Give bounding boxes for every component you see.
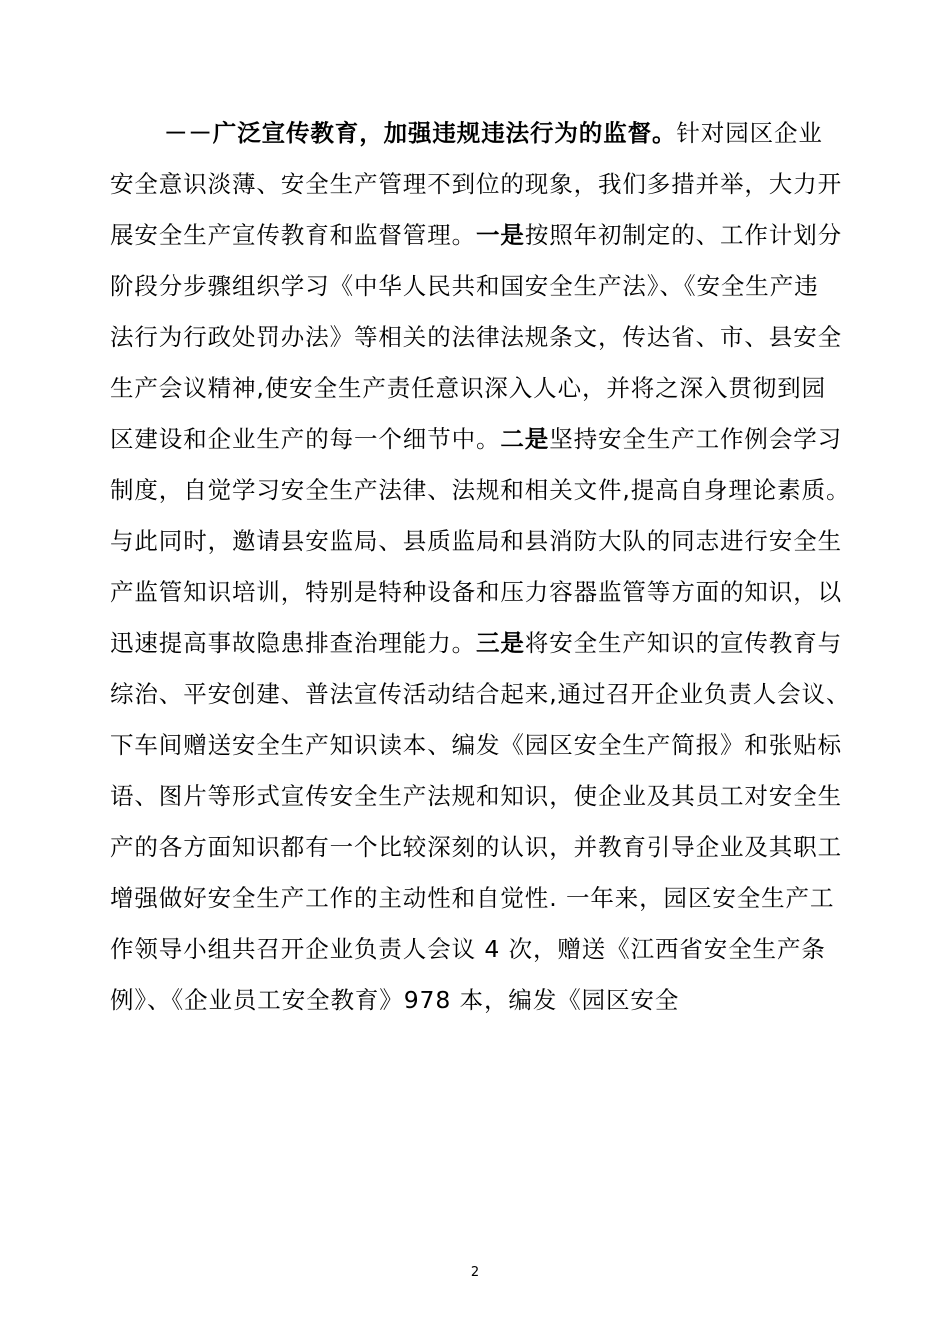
text-line xyxy=(110,159,850,210)
text-run: 作领导小组共召开企业负责人会议 4 次，赠送《江西省安全生产条 xyxy=(110,935,826,963)
text-run: 综治、平安创建、普法宣传活动结合起来,通过召开企业负责人会议、 xyxy=(110,680,851,708)
text-run: 按照年初制定的、工作计划分 xyxy=(524,221,843,249)
text-run: 阶段分步骤组织学习《中华人民共和国安全生产法》、《安全生产违 xyxy=(110,272,819,300)
text-run: 产监管知识培训，特别是特种设备和压力容器监管等方面的知识，以 xyxy=(110,578,842,606)
text-line xyxy=(110,516,850,567)
body-paragraph xyxy=(110,108,850,1026)
text-run: 安全意识淡薄、安全生产管理不到位的现象，我们多措并举，大力开 xyxy=(110,170,842,198)
text-line xyxy=(110,108,850,159)
text-line xyxy=(110,414,850,465)
text-line xyxy=(110,822,850,873)
page-number: 2 xyxy=(470,1265,480,1280)
text-line xyxy=(110,720,850,771)
text-run: 语、图片等形式宣传安全生产法规和知识，使企业及其员工对安全生 xyxy=(110,782,842,810)
text-line xyxy=(110,261,850,312)
text-run: 增强做好安全生产工作的主动性和自觉性. 一年来，园区安全生产工 xyxy=(110,884,835,912)
text-line xyxy=(110,873,850,924)
text-run: 针对园区企业 xyxy=(676,119,823,147)
text-run: 坚持安全生产工作例会学习 xyxy=(549,425,843,453)
text-line xyxy=(110,363,850,414)
text-line xyxy=(110,669,850,720)
bold-text-run: －－广泛宣传教育，加强违规违法行为的监督。 xyxy=(164,119,677,147)
bold-text-run: 二是 xyxy=(500,425,550,453)
text-run: 迅速提高事故隐患排查治理能力。 xyxy=(110,629,476,657)
text-run: 将安全生产知识的宣传教育与 xyxy=(524,629,843,657)
text-line xyxy=(110,210,850,261)
text-run: 制度，自觉学习安全生产法律、法规和相关文件,提高自身理论素质。 xyxy=(110,476,851,504)
text-line xyxy=(110,924,850,975)
text-run: 产的各方面知识都有一个比较深刻的认识，并教育引导企业及其职工 xyxy=(110,833,842,861)
text-run: 法行为行政处罚办法》等相关的法律法规条文，传达省、市、县安全 xyxy=(110,323,842,351)
text-line xyxy=(110,618,850,669)
text-run: 与此同时，邀请县安监局、县质监局和县消防大队的同志进行安全生 xyxy=(110,527,842,555)
text-line xyxy=(110,312,850,363)
text-run: 展安全生产宣传教育和监督管理。 xyxy=(110,221,476,249)
bold-text-run: 三是 xyxy=(476,629,525,657)
text-line xyxy=(110,771,850,822)
text-run: 下车间赠送安全生产知识读本、编发《园区安全生产简报》和张贴标 xyxy=(110,731,842,759)
text-run: 例》、《企业员工安全教育》978 本，编发《园区安全 xyxy=(110,986,680,1014)
text-run: 区建设和企业生产的每一个细节中。 xyxy=(110,425,501,453)
bold-text-run: 一是 xyxy=(476,221,525,249)
text-line xyxy=(110,567,850,618)
text-line xyxy=(110,975,850,1026)
text-line xyxy=(110,465,850,516)
text-run: 生产会议精神,使安全生产责任意识深入人心，并将之深入贯彻到园 xyxy=(110,374,826,402)
